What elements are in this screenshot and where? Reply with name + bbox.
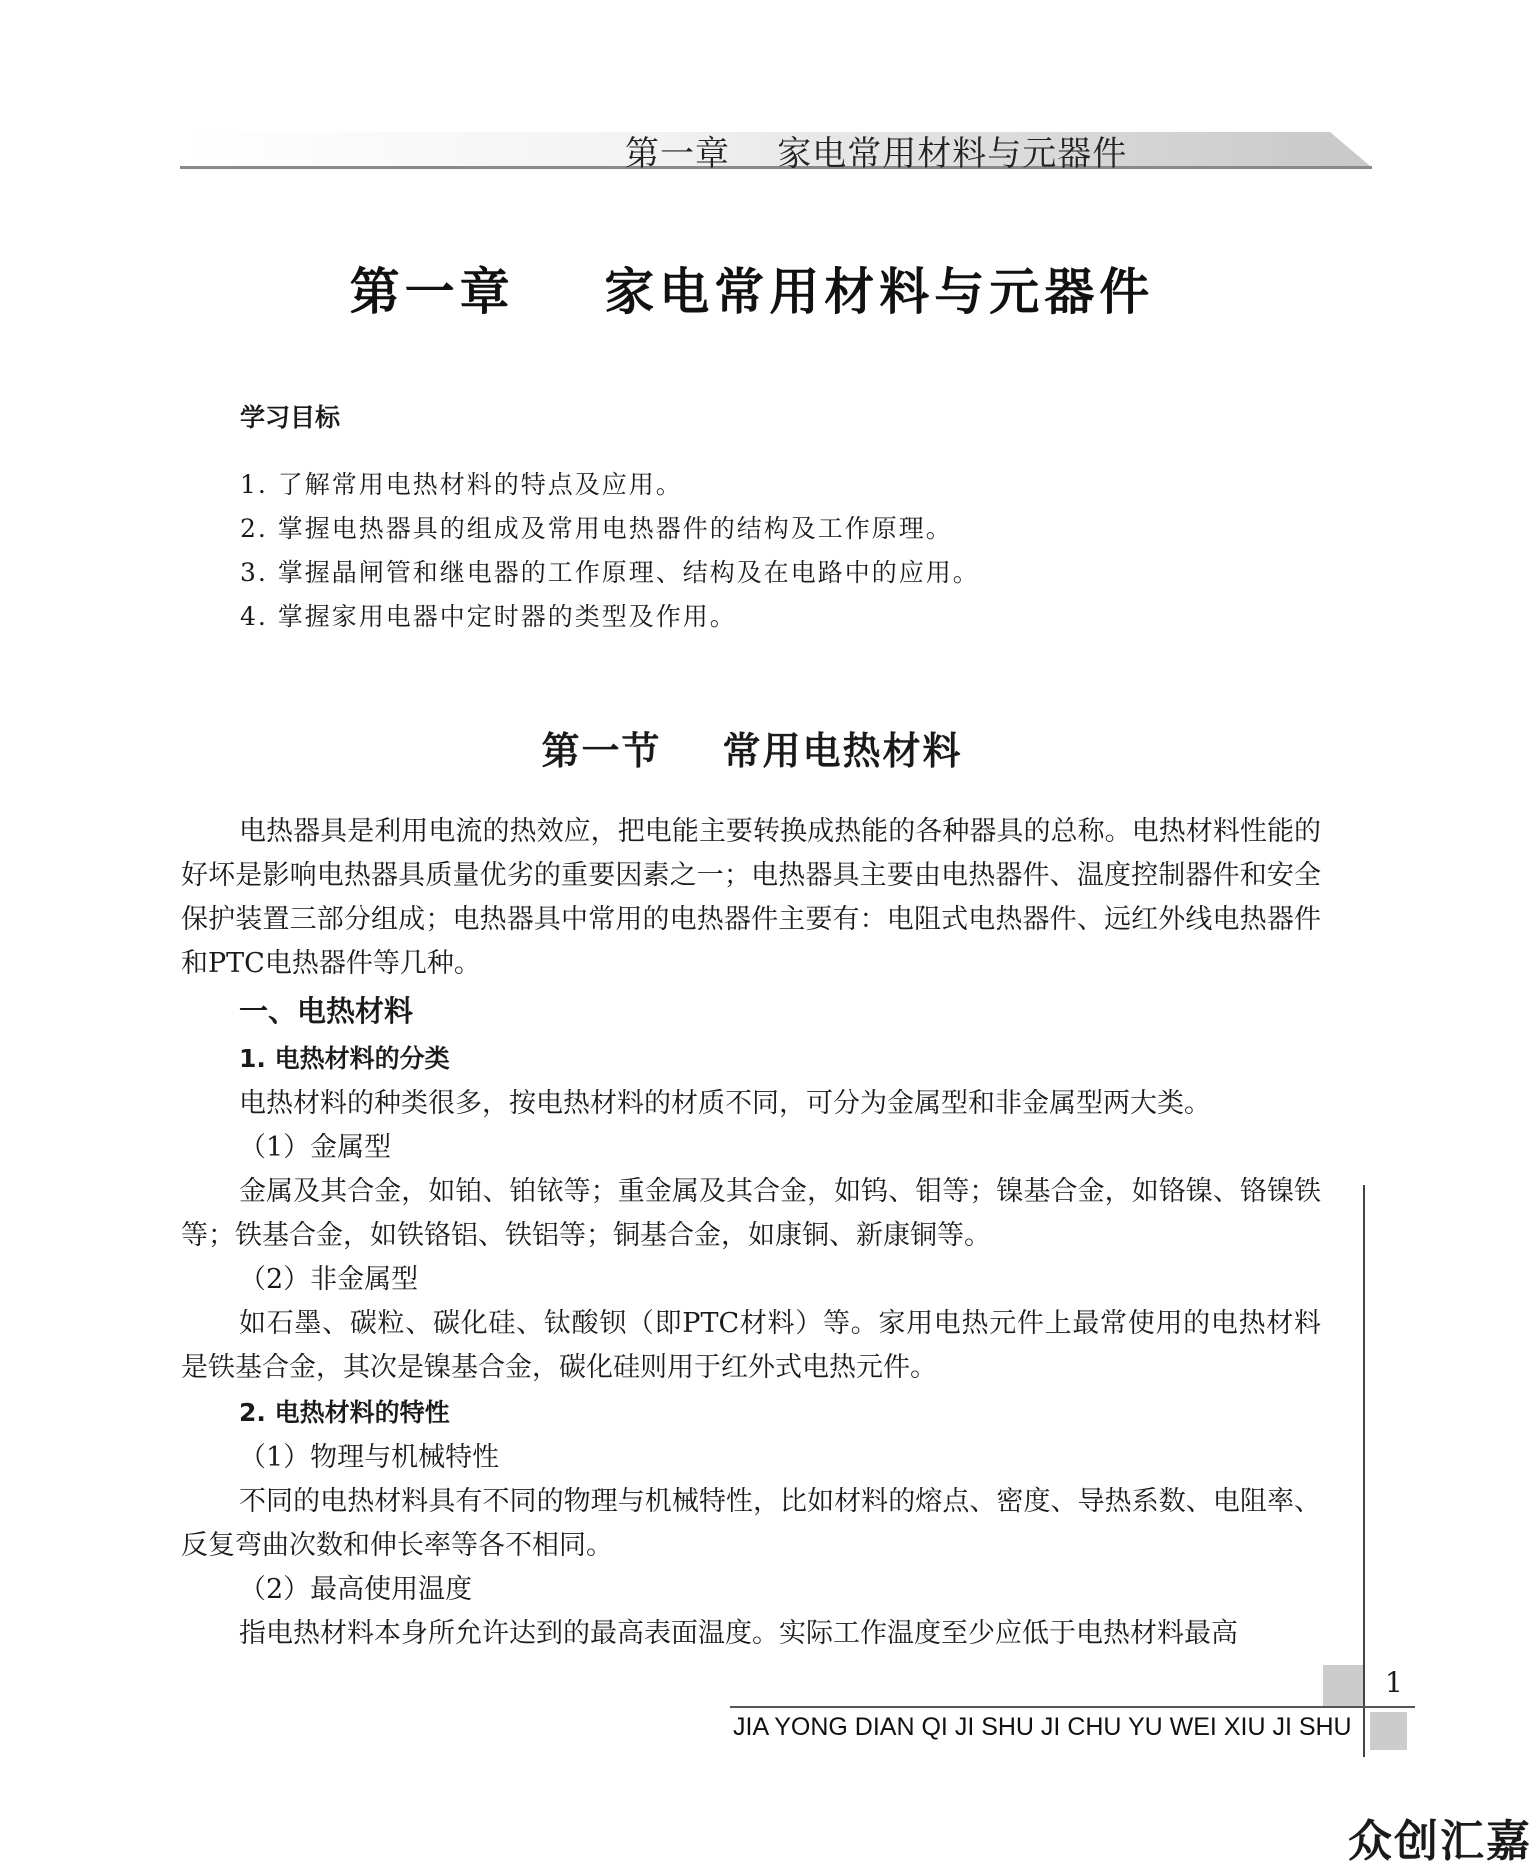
objective-item: 1. 了解常用电热材料的特点及应用。 — [240, 470, 683, 499]
running-header: 第一章 家电常用材料与元器件 — [625, 134, 1128, 174]
chapter-title: 第一章 家电常用材料与元器件 — [349, 263, 1155, 321]
classification-paragraph: 电热材料的种类很多，按电热材料的材质不同，可分为金属型和非金属型两大类。 — [239, 1088, 1211, 1119]
intro-paragraph: 电热器具是利用电流的热效应，把电能主要转换成热能的各种器具的总称。电热材料性能的好坏是影响电热器具质量优劣的重要因素之一；电热器具主要由电热器件、温度控制器件和安全保护装置三部分组成；电热器具中常用的电热器件主要有：电阻式电热器件、远红外线电热器件和PTC电热器件等几种。 — [181, 816, 1321, 979]
footer-box — [1370, 1712, 1407, 1750]
footer-rule — [730, 1706, 1415, 1708]
nonmetal-paragraph: 如石墨、碳粒、碳化硅、钛酸钡（即PTC材料）等。家用电热元件上最常使用的电热材料是铁基合金，其次是镍基合金，碳化硅则用于红外式电热元件。 — [181, 1308, 1321, 1383]
objective-item: 3. 掌握晶闸管和继电器的工作原理、结构及在电路中的应用。 — [240, 558, 980, 587]
objective-item: 2. 掌握电热器具的组成及常用电热器件的结构及工作原理。 — [240, 514, 953, 543]
subheading-classification: 1. 电热材料的分类 — [239, 1044, 450, 1073]
objective-item: 4. 掌握家用电器中定时器的类型及作用。 — [240, 602, 737, 631]
metal-paragraph: 金属及其合金，如铂、铂铱等；重金属及其合金，如钨、钼等；镍基合金，如铬镍、铬镍铁等；铁基合金，如铁铬铝、铁铝等；铜基合金，如康铜、新康铜等。 — [181, 1176, 1321, 1251]
objectives-heading: 学习目标 — [240, 403, 341, 432]
subheading-electric-heating-materials: 一、电热材料 — [239, 994, 414, 1028]
item-physical-mechanical: （1）物理与机械特性 — [239, 1442, 500, 1473]
objectives-list — [240, 463, 980, 639]
page-number: 1 — [1385, 1666, 1403, 1699]
body-text — [181, 810, 1321, 1656]
physical-paragraph: 不同的电热材料具有不同的物理与机械特性，比如材料的熔点、密度、导热系数、电阻率、反复弯曲次数和伸长率等各不相同。 — [181, 1486, 1321, 1561]
section-title: 第一节 常用电热材料 — [541, 728, 963, 773]
item-metal-type: （1）金属型 — [239, 1132, 392, 1163]
item-max-temperature: （2）最高使用温度 — [239, 1574, 473, 1605]
max-temperature-paragraph: 指电热材料本身所允许达到的最高表面温度。实际工作温度至少应低于电热材料最高 — [239, 1618, 1238, 1649]
margin-vertical-rule — [1363, 1185, 1365, 1757]
watermark: 众创汇嘉 — [1348, 1816, 1532, 1867]
item-nonmetal-type: （2）非金属型 — [239, 1264, 419, 1295]
footer-book-title: JIA YONG DIAN QI JI SHU JI CHU YU WEI XIU JI SHU — [733, 1713, 1352, 1741]
subheading-characteristics: 2. 电热材料的特性 — [239, 1398, 450, 1427]
page-number-box — [1323, 1665, 1363, 1706]
